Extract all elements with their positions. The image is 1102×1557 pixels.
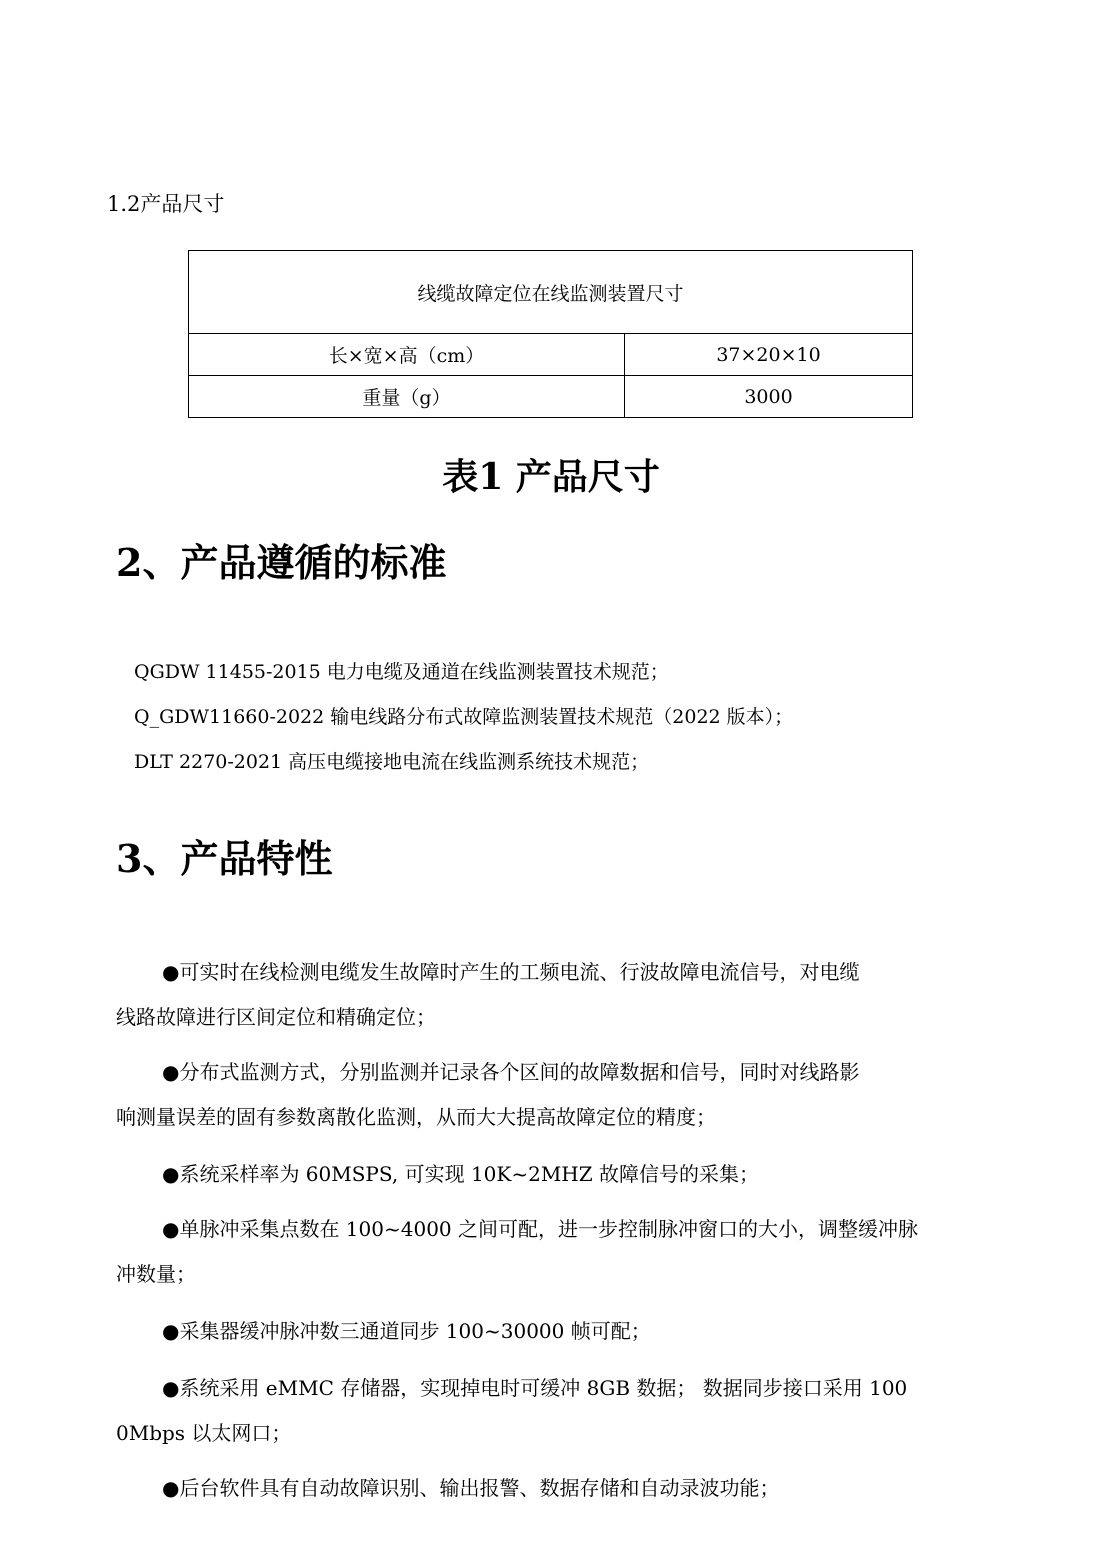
standard-item: DLT 2270-2021 高压电缆接地电流在线监测系统技术规范； <box>134 751 650 773</box>
standard-item: QGDW 11455-2015 电力电缆及通道在线监测装置技术规范； <box>134 661 669 683</box>
size-table-header-row <box>189 251 913 334</box>
feature-line: ●采集器缓冲脉冲数三通道同步 100~30000 帧可配； <box>162 1319 651 1343</box>
standard-item: Q_GDW11660-2022 输电线路分布式故障监测装置技术规范（2022 版本）； <box>134 706 794 728</box>
size-table-header: 线缆故障定位在线监测装置尺寸 <box>189 251 913 334</box>
feature-line: 响测量误差的固有参数离散化监测，从而大大提高故障定位的精度； <box>116 1105 716 1129</box>
size-table-dimension-value: 37×20×10 <box>625 334 913 376</box>
feature-line: ●系统采样率为 60MSPS, 可实现 10K~2MHZ 故障信号的采集； <box>162 1162 760 1186</box>
feature-line: 线路故障进行区间定位和精确定位； <box>116 1005 436 1029</box>
size-table <box>188 250 913 418</box>
table-caption: 表1 产品尺寸 <box>442 456 660 498</box>
section-1-2-title: 1.2产品尺寸 <box>107 192 225 216</box>
table-row <box>189 376 913 418</box>
table-row <box>189 334 913 376</box>
feature-line: 0Mbps 以太网口； <box>116 1421 292 1445</box>
feature-line: 冲数量； <box>116 1262 196 1286</box>
section-3-title: 3、产品特性 <box>116 836 333 881</box>
feature-line: ●单脉冲采集点数在 100~4000 之间可配，进一步控制脉冲窗口的大小，调整缓冲脉 <box>162 1217 918 1241</box>
section-2-title: 2、产品遵循的标准 <box>116 540 447 585</box>
feature-line: ●系统采用 eMMC 存储器，实现掉电时可缓冲 8GB 数据； 数据同步接口采用 100 <box>162 1376 908 1400</box>
feature-line: ●可实时在线检测电缆发生故障时产生的工频电流、行波故障电流信号，对电缆 <box>162 960 860 984</box>
size-table-weight-value: 3000 <box>625 376 913 418</box>
feature-line: ●分布式监测方式，分别监测并记录各个区间的故障数据和信号，同时对线路影 <box>162 1060 860 1084</box>
feature-line: ●后台软件具有自动故障识别、输出报警、数据存储和自动录波功能； <box>162 1476 780 1500</box>
size-table-dimension-label: 长×宽×高（cm） <box>189 334 625 376</box>
size-table-weight-label: 重量（g） <box>189 376 625 418</box>
